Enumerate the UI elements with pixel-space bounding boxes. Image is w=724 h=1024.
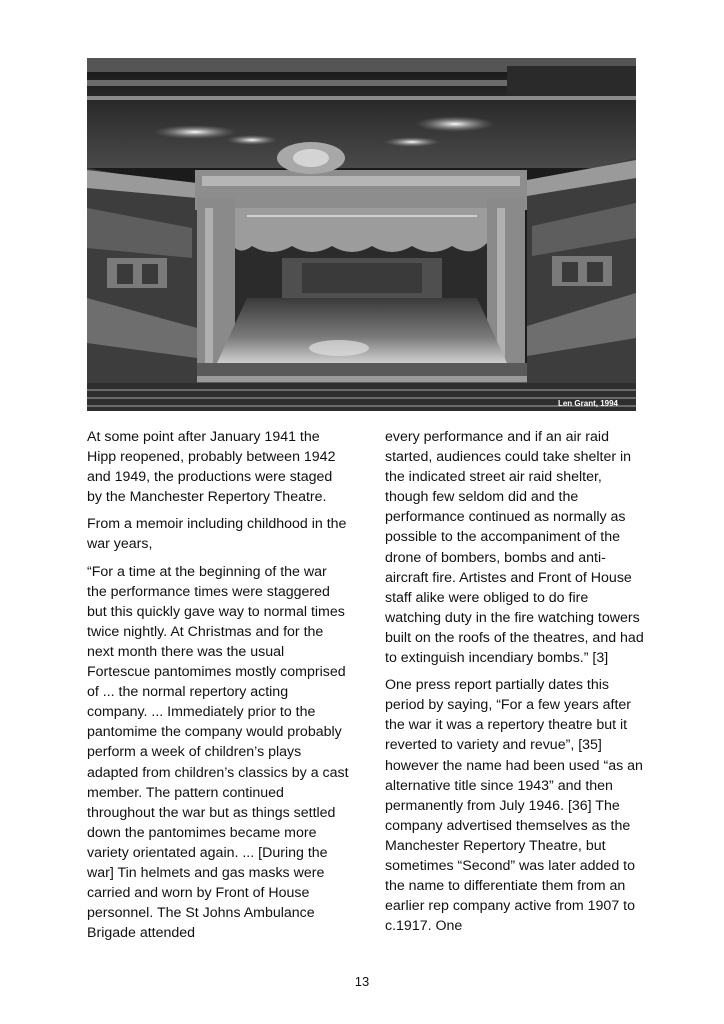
photo-credit: Len Grant, 1994 bbox=[557, 399, 618, 408]
theatre-interior-photo bbox=[87, 58, 636, 411]
paragraph: At some point after January 1941 the Hipp reopened, probably between 1942 and 1949, the productions were staged by the Manchester Repertory Theatre. bbox=[87, 429, 336, 506]
theatre-interior-illustration bbox=[87, 58, 636, 411]
memoir-quote-continued: every performance and if an air raid started, audiences could take shelter in the indicated street air raid shelter, though few seldom did and the performance continued as normally as possible to the accompaniment of the drone of bombers, bombs and anti-aircraft fire. Artistes and Front of House staff alike were obliged to do fire watching duty in the fire watching towers built on the roofs of the theatres, and had to extinguish incendiary bombs.” [3] bbox=[385, 429, 644, 667]
page-number: 13 bbox=[354, 974, 370, 989]
right-column bbox=[385, 427, 647, 943]
paragraph: One press report partially dates this period by saying, “For a few years after the war it was a repertory theatre but it reverted to variety and revue”, [35] however the name had been used “as an alternative title since 1943” and then permanently from July 1946. [36] The company advertised themselves as the Manchester Repertory Theatre, but sometimes “Second” was later added to the name to differentiate them from an earlier rep company active from 1907 to c.1917. One bbox=[385, 677, 643, 935]
paragraph: From a memoir including childhood in the war years, bbox=[87, 516, 347, 553]
left-column bbox=[87, 427, 349, 950]
memoir-quote: “For a time at the beginning of the war the performance times were staggered but this quickly gave way to normal times twice nightly. At Christmas and for the next month there was the usual Fortescue pantomimes mostly comprised of ... the normal repertory acting company. ... Immediately prior to the pantomime the company would probably perform a week of children’s plays adapted from children’s classics by a cast member. The pattern continued throughout the war but as things settled down the pantomimes became more variety orientated again. ... [During the war] Tin helmets and gas masks were carried and worn by Front of House personnel. The St Johns Ambulance Brigade attended bbox=[87, 563, 349, 942]
